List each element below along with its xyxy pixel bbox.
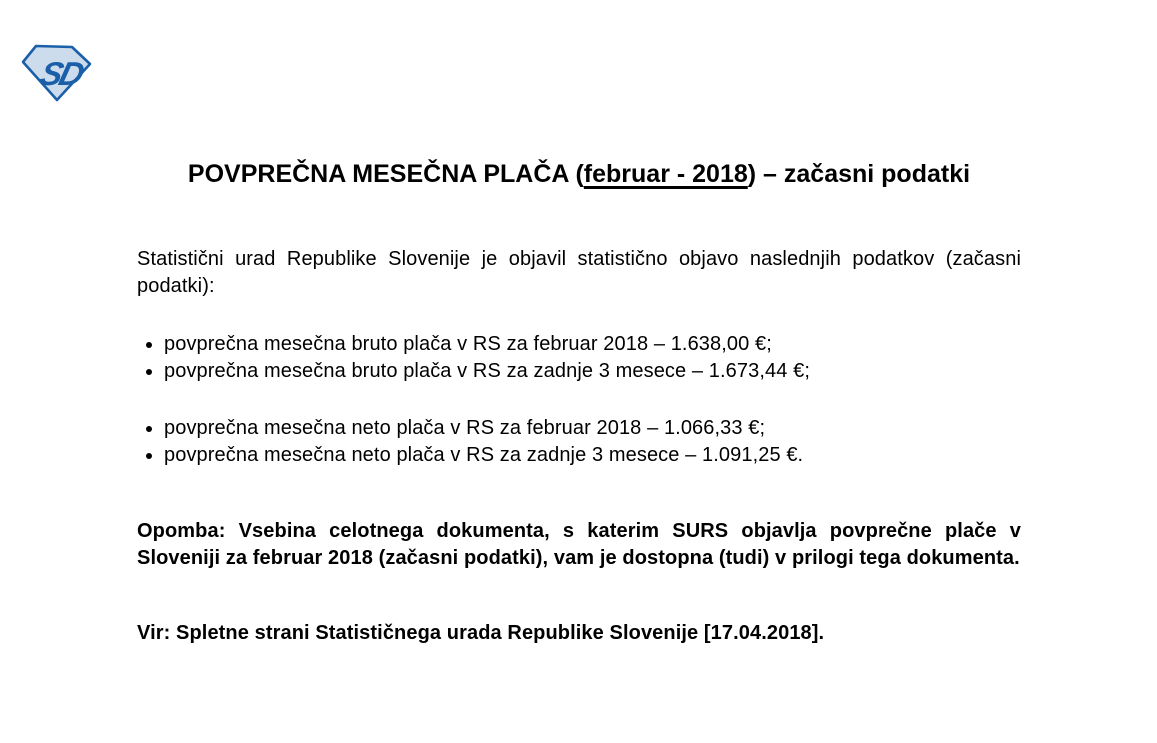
bullet-list-neto [137,415,1048,469]
source-line: Vir: Spletne strani Statističnega urada Republike Slovenije [17.04.2018]. [137,622,825,644]
title-suffix: ) – začasni podatki [747,160,971,188]
sd-logo-graphic [20,43,94,103]
sd-logo [20,43,94,103]
bullet-bruto-zadnje-3-mesece: • povprečna mesečna bruto plača v RS za zadnje 3 mesece – 1.673,44 €; [164,358,1048,385]
title-underlined-period: februar - 2018 [583,160,748,188]
bullet-neto-februar: • povprečna mesečna neto plača v RS za februar 2018 – 1.066,33 €; [164,415,1048,442]
title-prefix: POVPREČNA MESEČNA PLAČA ( [187,160,584,188]
logo-letters: SD [36,56,86,93]
intro-paragraph: Statistični urad Republike Slovenije je objavil statistično objavo naslednjih podatkov (začasni podatki): [137,248,1021,297]
document-title [137,158,1021,190]
bullet-bruto-februar: • povprečna mesečna bruto plača v RS za februar 2018 – 1.638,00 €; [164,331,1048,358]
note-paragraph: Opomba: Vsebina celotnega dokumenta, s katerim SURS objavlja povprečne plače v Sloveniji za februar 2018 (začasni podatki), vam je dostopna (tudi) v prilogi tega dokumenta. [137,520,1021,569]
bullet-neto-zadnje-3-mesece: • povprečna mesečna neto plača v RS za zadnje 3 mesece – 1.091,25 €. [164,442,1048,469]
bullet-list-bruto [137,331,1048,385]
